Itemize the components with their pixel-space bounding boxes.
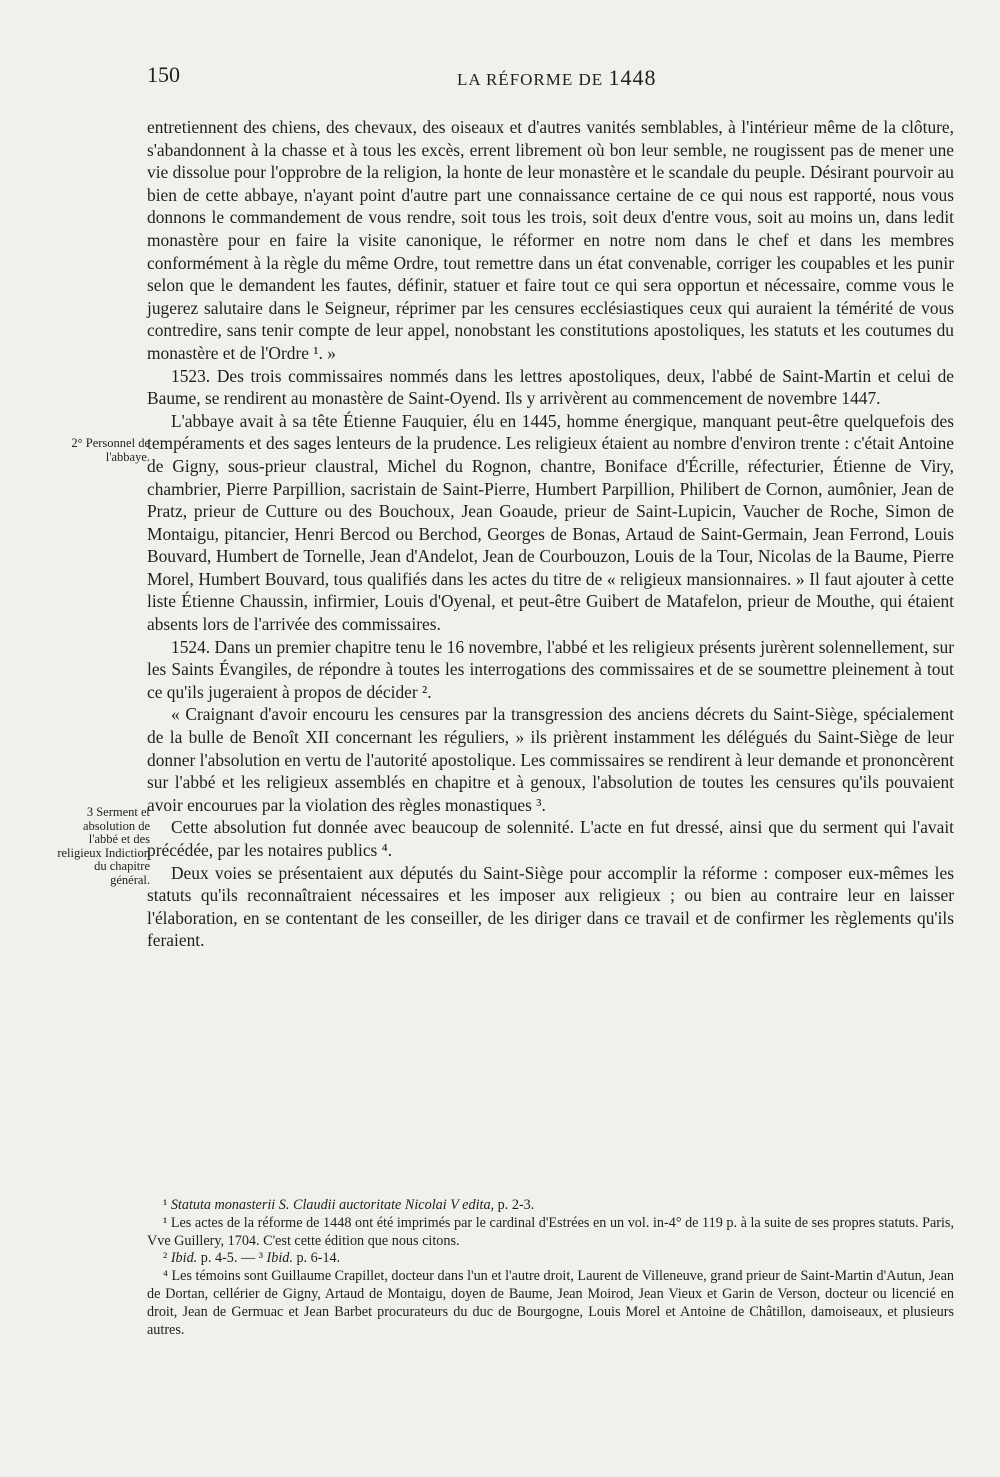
paragraph: Deux voies se présentaient aux députés du Saint-Siège pour accomplir la réforme : composer eux-mêmes les statuts qu'ils reconnaîtraient nécessaires et les imposer aux religieux ; ou bien au contraire leur en laisser l'élaboration, en se contentant de les conseiller, de les diriger dans ce travail et de confirmer les règlements qu'ils feraient. <box>147 862 954 951</box>
page-number: 150 <box>147 62 180 87</box>
footnote: ⁴ Les témoins sont Guillaume Crapillet, docteur dans l'un et l'autre droit, Laurent de Villeneuve, grand prieur de Saint-Martin d'Autun, Jean de Dortan, cellérier de Gigny, Artaud de Montaigu, doyen de Baume, Jean Moirod, Jean Vieux et Garin de Verson, docteur ou licencié en droit, Jean de Germuac et Jean Barbet procurateurs du duc de Bourgogne, Louis Morel et Antoine de Châtillon, damoiseaux, et plusieurs autres. <box>147 1268 954 1338</box>
footnote-title: Statuta monasterii S. Claudii auctoritate Nicolai V edita, <box>170 1197 495 1213</box>
footnote <box>147 1197 954 1215</box>
paragraph: 1523. Des trois commissaires nommés dans les lettres apostoliques, deux, l'abbé de Saint-Martin et celui de Baume, se rendirent au monastère de Saint-Oyend. Ils y arrivèrent au commencement de novembre 1447. <box>147 365 954 409</box>
paragraph: L'abbaye avait à sa tête Étienne Fauquier, élu en 1445, homme énergique, manquant peut-être quelquefois des tempéraments et des sages lenteurs de la prudence. Les religieux étaient au nombre d'environ trente : c'était Antoine de Gigny, sous-prieur claustral, Michel du Rognon, chantre, Boniface d'Écrille, réfecturier, Étienne de Viry, chambrier, Pierre Parpillion, sacristain de Saint-Pierre, Humbert Parpillion, Philibert de Cornon, aumônier, Jean de Pratz, prieur de Cutture ou des Bouchoux, Jean Goaude, prieur de Saint-Lupicin, Vaucher de Roche, Simon de Montaigu, pitancier, Henri Bercod ou Berchod, Georges de Bonas, Artaud de Saint-Germain, Jean Ferrond, Louis Bouvard, Humbert de Tornelle, Jean d'Andelot, Jean de Courbouzon, Louis de la Tour, Nicolas de la Baume, Pierre Morel, Humbert Bouvard, tous qualifiés dans les actes du titre de « religieux mansionnaires. » Il faut ajouter à cette liste Étienne Chaussin, infirmier, Louis d'Oyenal, et peut-être Guibert de Matafelon, prieur de Mouthe, qui étaient absents lors de l'arrivée des commissaires. <box>147 410 954 635</box>
running-title <box>457 65 656 91</box>
footnote-text: p. 4-5. — ³ <box>197 1250 263 1267</box>
footnote-text: p. 2-3. <box>494 1197 535 1213</box>
margin-note-serment: 3 Serment et absolution de l'abbé et des religieux Indiction du chapitre général. <box>57 805 150 887</box>
footnote-ibid: Ibid. <box>170 1250 198 1267</box>
margin-note-personnel: 2° Personnel de l'abbaye. <box>71 436 150 464</box>
footnote-text: p. 6-14. <box>292 1250 341 1267</box>
footnote <box>147 1250 954 1268</box>
paragraph: entretiennent des chiens, des chevaux, des oiseaux et d'autres vanités semblables, à l'intérieur même de la clôture, s'abandonnent à la chasse et à tous les excès, errent librement où bon leur semble, ne rougissent pas de mener une vie dissolue pour l'opprobre de la religion, la honte de leur monastère et le scandale du peuple. Désirant pourvoir au bien de cette abbaye, n'ayant point d'autre part une connaissance certaine de ce qui nous est rapporté, nous vous donnons le commandement de vous rendre, soit tous les trois, soit deux d'entre vous, soit au moins un, dans ledit monastère pour en faire la visite canonique, le réformer en notre nom dans le chef et dans les membres conformément à la règle du même Ordre, tout remettre dans un état convenable, corriger les coupables et les punir selon que le demandent les fautes, définir, statuer et faire tout ce qui sera opportun et nécessaire, comme vous le jugerez salutaire dans le Seigneur, réprimer par les censures ecclésiastiques ceux qui auraient la témérité de vous contredire, sans tenir compte de leur appel, nonobstant les constitutions apostoliques, les statuts et les coutumes du monastère et de l'Ordre ¹. » <box>147 117 954 363</box>
paragraph: « Craignant d'avoir encouru les censures par la transgression des anciens décrets du Saint-Siège, spécialement de la bulle de Benoît XII concernant les réguliers, » ils prièrent instamment les délégués du Saint-Siège de leur donner l'absolution en vertu de l'autorité apostolique. Les commissaires se rendirent à leur demande et prononcèrent sur l'abbé et les religieux assemblés en chapitre et à genoux, l'absolution de toutes les censures qu'ils pouvaient avoir encourues par la violation des règles monastiques ³. <box>147 704 954 815</box>
page-header <box>147 62 954 92</box>
running-title-text: LA RÉFORME DE <box>457 70 604 89</box>
paragraph: 1524. Dans un premier chapitre tenu le 16 novembre, l'abbé et les religieux présents jurèrent solennellement, sur les Saints Évangiles, de répondre à toutes les interrogations des commissaires et de se soumettre pleinement à tout ce qu'ils jugeraient à propos de décider ². <box>147 636 954 702</box>
running-title-year: 1448 <box>608 65 657 90</box>
footnote-mark: ² <box>163 1250 168 1267</box>
footnote-ibid: Ibid. <box>266 1250 293 1267</box>
main-text <box>147 116 954 952</box>
paragraph: Cette absolution fut donnée avec beaucoup de solennité. L'acte en fut dressé, ainsi que du serment qui l'avait précédée, par les notaires publics ⁴. <box>147 817 954 860</box>
footnote: ¹ Les actes de la réforme de 1448 ont été imprimés par le cardinal d'Estrées en un vol. in-4° de 119 p. à la suite de ses propres statuts. Paris, Vve Guillery, 1704. C'est cette édition que nous citons. <box>147 1214 954 1249</box>
footnotes <box>147 1197 954 1339</box>
footnote-mark: ¹ <box>163 1197 168 1213</box>
